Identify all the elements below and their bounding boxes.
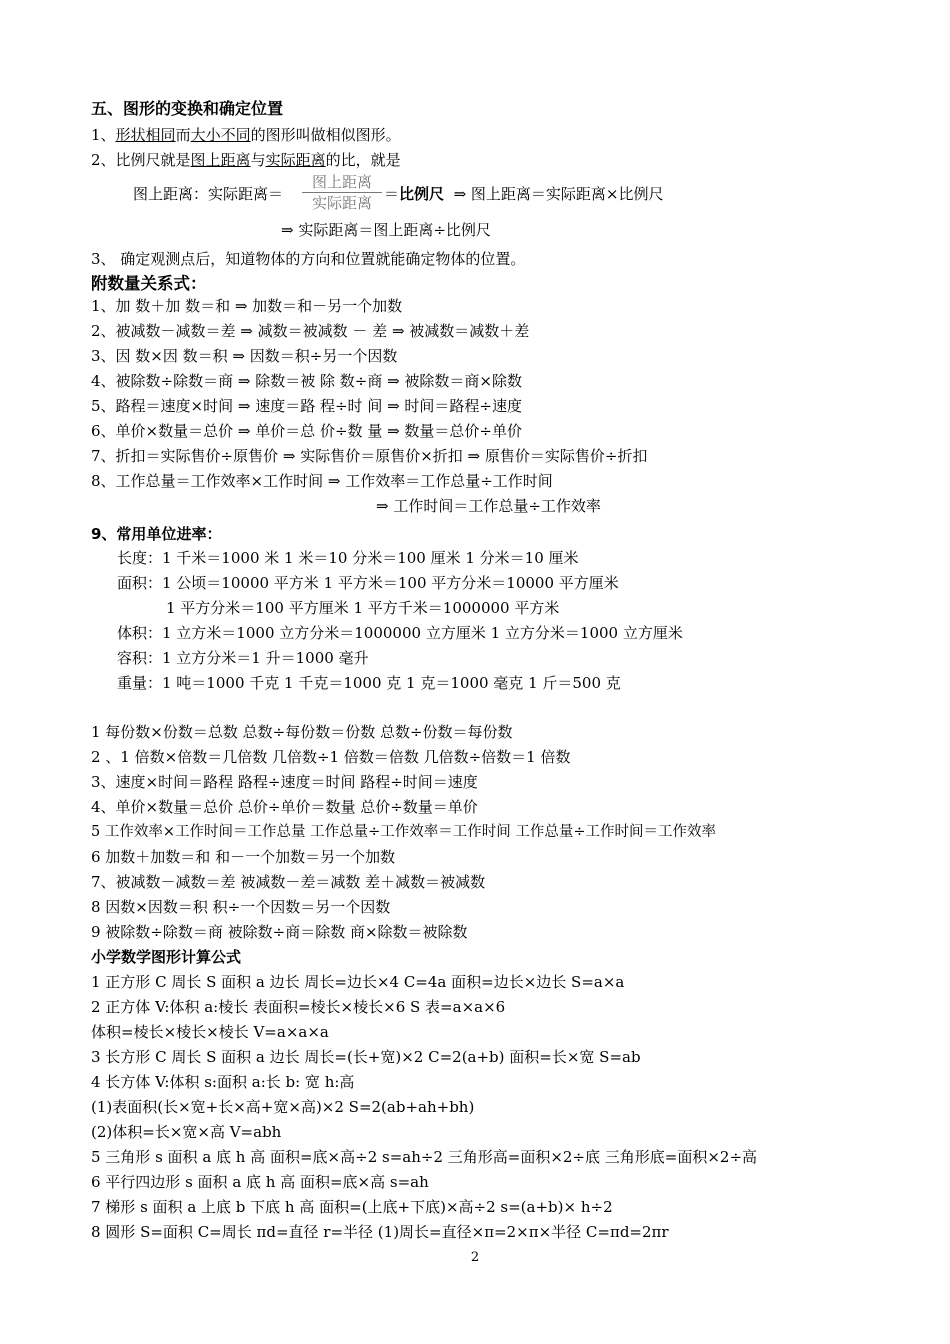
ratio-result [384,184,663,204]
relation-line: 5、路程＝速度×时间 ⇒ 速度＝路 程÷时 间 ⇒ 时间＝路程÷速度 [91,397,522,415]
relation-line: 4、被除数÷除数＝商 ⇒ 除数＝被 除 数÷商 ⇒ 被除数＝商×除数 [91,372,522,390]
ratio-line-2: ⇒ 实际距离＝图上距离÷比例尺 [281,221,491,239]
relation-line: 8、工作总量＝工作效率×工作时间 ⇒ 工作效率＝工作总量÷工作时间 [91,472,553,490]
ratio-eq: ＝ [384,185,400,203]
formula-line: 3 长方形 C 周长 S 面积 a 边长 周长=(长+宽)×2 C=2(a+b) 面积=长×宽 S=ab [91,1048,641,1066]
basic-line: 4、单价×数量＝总价 总价÷单价＝数量 总价÷数量＝单价 [91,798,478,816]
ratio-fraction [302,172,382,213]
ratio-lead: 图上距离：实际距离＝ [133,185,284,203]
item-2-underlined-a: 图上距离 [190,151,251,169]
ratio-tail: ⇒ 图上距离＝实际距离×比例尺 [453,185,664,203]
item-2-prefix: 2、比例尺就是 [91,151,191,169]
item-2-suffix: 的比，就是 [325,151,401,169]
formula-line: 7 梯形 s 面积 a 上底 b 下底 h 高 面积=(上底+下底)×高÷2 s=(a+b)× h÷2 [91,1198,613,1216]
formula-line: 体积=棱长×棱长×棱长 V=a×a×a [91,1023,329,1041]
basic-line: 7、被减数－减数＝差 被减数－差＝减数 差＋减数＝被减数 [91,873,486,891]
basic-line: 1 每份数×份数＝总数 总数÷每份数＝份数 总数÷份数＝每份数 [91,723,513,741]
units-title: 9、常用单位进率： [91,525,222,543]
basic-line: 8 因数×因数＝积 积÷一个因数＝另一个因数 [91,898,391,916]
formula-line: 1 正方形 C 周长 S 面积 a 边长 周长=边长×4 C=4a 面积=边长×边长 S=a×a [91,973,625,991]
formula-line: 8 圆形 S=面积 C=周长 πd=直径 r=半径 (1)周长=直径×π=2×π×半径 C=πd=2πr [91,1223,669,1241]
relation-line: 6、单价×数量＝总价 ⇒ 单价＝总 价÷数 量 ⇒ 数量＝总价÷单价 [91,422,522,440]
item-2-underlined-b: 实际距离 [265,151,326,169]
item-3: 3、 确定观测点后，知道物体的方向和位置就能确定物体的位置。 [91,250,526,268]
relations-title: 附数量关系式： [91,274,207,293]
item-1 [91,125,401,145]
formulas-title: 小学数学图形计算公式 [91,948,242,966]
relation-line: 3、因 数×因 数＝积 ⇒ 因数＝积÷另一个因数 [91,347,398,365]
formula-line: 6 平行四边形 s 面积 a 底 h 高 面积=底×高 s=ah [91,1173,429,1191]
unit-area: 面积：1 公顷＝10000 平方米 1 平方米＝100 平方分米＝10000 平方厘米 [117,574,619,592]
page-number: 2 [470,1250,480,1265]
basic-line: 6 加数＋加数＝和 和－一个加数＝另一个加数 [91,848,396,866]
item-1-underlined-b: 大小不同 [190,126,251,144]
relation-line: ⇒ 工作时间＝工作总量÷工作效率 [376,497,601,515]
ratio-bold-term: 比例尺 [399,185,445,203]
item-1-underlined-a: 形状相同 [115,126,176,144]
formula-line: 2 正方体 V:体积 a:棱长 表面积=棱长×棱长×6 S 表=a×a×6 [91,998,506,1016]
basic-line: 2 、1 倍数×倍数＝几倍数 几倍数÷1 倍数＝倍数 几倍数÷倍数＝1 倍数 [91,748,571,766]
relation-line: 2、被减数－减数＝差 ⇒ 减数＝被减数 － 差 ⇒ 被减数＝减数＋差 [91,322,530,340]
formula-line: (1)表面积(长×宽+长×高+宽×高)×2 S=2(ab+ah+bh) [91,1098,475,1116]
item-2-mid: 与 [250,151,266,169]
relation-line: 1、加 数＋加 数＝和 ⇒ 加数＝和－另一个加数 [91,297,403,315]
basic-line: 5 工作效率×工作时间＝工作总量 工作总量÷工作效率＝工作时间 工作总量÷工作时间＝工作效率 [91,824,716,840]
fraction-numerator: 图上距离 [302,172,382,193]
fraction-denominator: 实际距离 [311,194,372,212]
unit-volume: 体积：1 立方米＝1000 立方分米＝1000000 立方厘米 1 立方分米＝1000 立方厘米 [117,624,683,642]
item-1-suffix: 的图形叫做相似图形。 [250,126,401,144]
unit-weight: 重量：1 吨＝1000 千克 1 千克＝1000 克 1 克＝1000 毫克 1 斤＝500 克 [117,674,621,692]
item-2 [91,150,401,170]
unit-area-2: 1 平方分米＝100 平方厘米 1 平方千米＝1000000 平方米 [166,599,560,617]
unit-capacity: 容积：1 立方分米＝1 升＝1000 毫升 [117,649,369,667]
basic-line: 9 被除数÷除数＝商 被除数÷商＝除数 商×除数＝被除数 [91,923,468,941]
relation-line: 7、折扣＝实际售价÷原售价 ⇒ 实际售价＝原售价×折扣 ⇒ 原售价＝实际售价÷折扣 [91,447,648,465]
basic-line: 3、速度×时间＝路程 路程÷速度＝时间 路程÷时间＝速度 [91,773,478,791]
section-title: 五、图形的变换和确定位置 [91,99,284,118]
formula-line: 4 长方体 V:体积 s:面积 a:长 b: 宽 h:高 [91,1073,355,1091]
unit-length: 长度：1 千米＝1000 米 1 米＝10 分米＝100 厘米 1 分米＝10 厘米 [117,549,579,567]
item-1-prefix: 1、 [91,126,116,144]
item-1-mid: 而 [175,126,191,144]
formula-line: (2)体积=长×宽×高 V=abh [91,1123,282,1141]
formula-line: 5 三角形 s 面积 a 底 h 高 面积=底×高÷2 s=ah÷2 三角形高=面积×2÷底 三角形底=面积×2÷高 [91,1148,758,1166]
